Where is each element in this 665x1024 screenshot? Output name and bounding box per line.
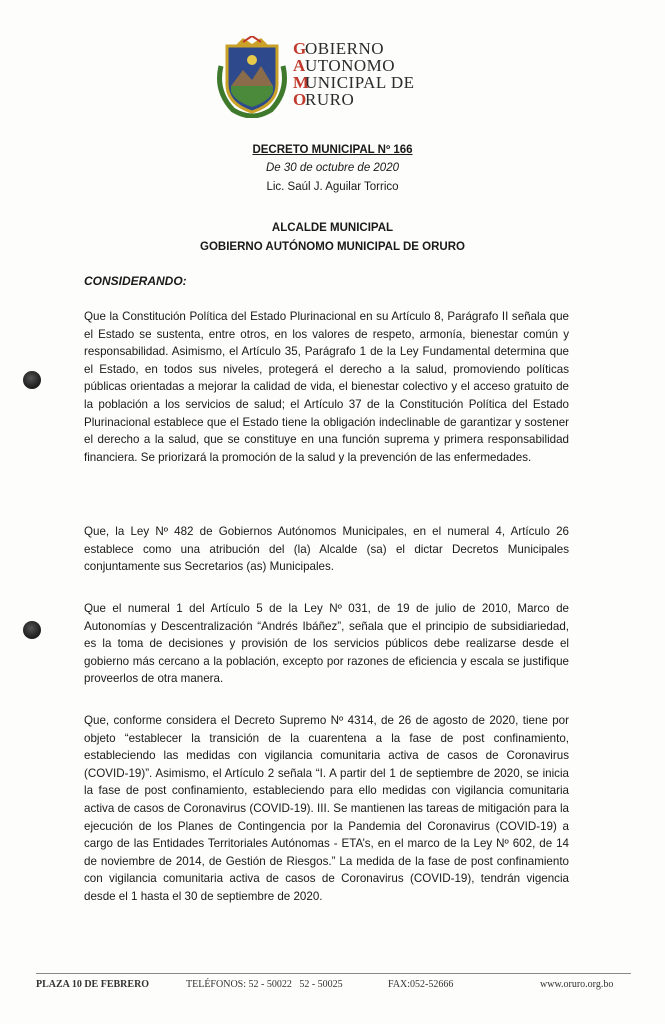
body-paragraph: Que, la Ley Nº 482 de Gobiernos Autónomos Municipales, en el numeral 4, Artículo 26 establece como una atribución del (la) Alcalde (sa) el dictar Decretos Municipales conjuntamente sus Secretarios (as) Municipales. — [84, 525, 569, 574]
footer-phones: TELÉFONOS: 52 - 50022 52 - 50025 — [186, 979, 343, 990]
authority-title: ALCALDE MUNICIPAL — [271, 222, 394, 234]
acronym-letter: G — [293, 39, 307, 58]
punch-hole-icon — [23, 621, 41, 639]
institution-name-line: UTONOMO — [305, 56, 396, 75]
section-heading: CONSIDERANDO: — [84, 274, 187, 288]
coat-of-arms-icon — [213, 36, 291, 118]
body-paragraph: Que el numeral 1 del Artículo 5 de la Ley Nº 031, de 19 de julio de 2010, Marco de Autonomías y Descentralización “Andrés Ibáñez”, señala que el principio de subsidiariedad, es la toma de decisiones y provisión de los servicios públicos debe realizarse desde el gobierno más cercano a la población, excepto por razones de eficiencia y escala se justifique proveerlos de otra manera. — [84, 602, 569, 686]
institution-header — [213, 36, 463, 118]
footer-fax: FAX:052-52666 — [388, 979, 454, 990]
punch-hole-icon — [23, 371, 41, 389]
authority-institution: GOBIERNO AUTÓNOMO MUNICIPAL DE ORURO — [200, 241, 465, 253]
acronym-letter: M — [293, 73, 310, 92]
institution-name — [305, 40, 470, 108]
decree-signatory: Lic. Saúl J. Aguilar Torrico — [266, 181, 399, 193]
institution-name-line: UNICIPAL DE — [305, 73, 415, 92]
footer-divider — [36, 973, 631, 974]
acronym-letter: O — [293, 90, 307, 109]
footer-address: PLAZA 10 DE FEBRERO — [36, 979, 150, 990]
body-paragraph: Que, conforme considera el Decreto Supremo Nº 4314, de 26 de agosto de 2020, tiene por objeto “establecer la transición de la cuarentena a la fase de post confinamiento, estableciendo las medidas con vigilancia comunitaria activa de casos de Coronavirus (COVID-19)”. Asimismo, el Artículo 2 señala “I. A partir del 1 de septiembre de 2020, se inicia la fase de post confinamiento, estableciendo para ello medidas con vigilancia comunitaria activa de casos de Coronavirus (COVID-19). III. Se mantienen las tareas de mitigación para la ejecución de los Planes de Contingencia por la Pandemia del Coronavirus (COVID-19) a cargo de las Entidades Territoriales Autónomas - ETA’s, en el marco de la Ley Nº 602, de 14 de noviembre de 2014, de Gestión de Riesgos.” La medida de la fase de post confinamiento con vigilancia comunitaria activa de casos de Coronavirus (COVID-19), tendrán vigencia desde el 1 hasta el 30 de septiembre de 2020. — [84, 714, 569, 903]
acronym-letter: A — [293, 56, 306, 75]
decree-date: De 30 de octubre de 2020 — [266, 162, 399, 174]
institution-name-line: OBIERNO — [305, 39, 385, 58]
body-paragraph: Que la Constitución Política del Estado Plurinacional en su Artículo 8, Parágrafo II señala que el Estado se sustenta, entre otros, en los valores de respeto, armonía, bienestar común y responsabilidad. Asimismo, el Artículo 35, Parágrafo 1 de la Ley Fundamental determina que el Estado, en todos sus niveles, protegerá el derecho a la salud, promoviendo políticas públicas orientadas a mejorar la calidad de vida, el bienestar colectivo y el acceso gratuito de la población a los servicios de salud; el Artículo 37 de la Constitución Política del Estado Plurinacional establece que el Estado tiene la obligación indeclinable de garantizar y sostener el derecho a la salud, que se constituye en una función suprema y primera responsabilidad financiera. Se priorizará la promoción de la salud y la prevención de las enfermedades. — [84, 310, 569, 464]
footer-website: www.oruro.org.bo — [540, 979, 614, 990]
decree-number: DECRETO MUNICIPAL Nº 166 — [252, 144, 413, 156]
institution-name-line: RURO — [305, 90, 355, 109]
